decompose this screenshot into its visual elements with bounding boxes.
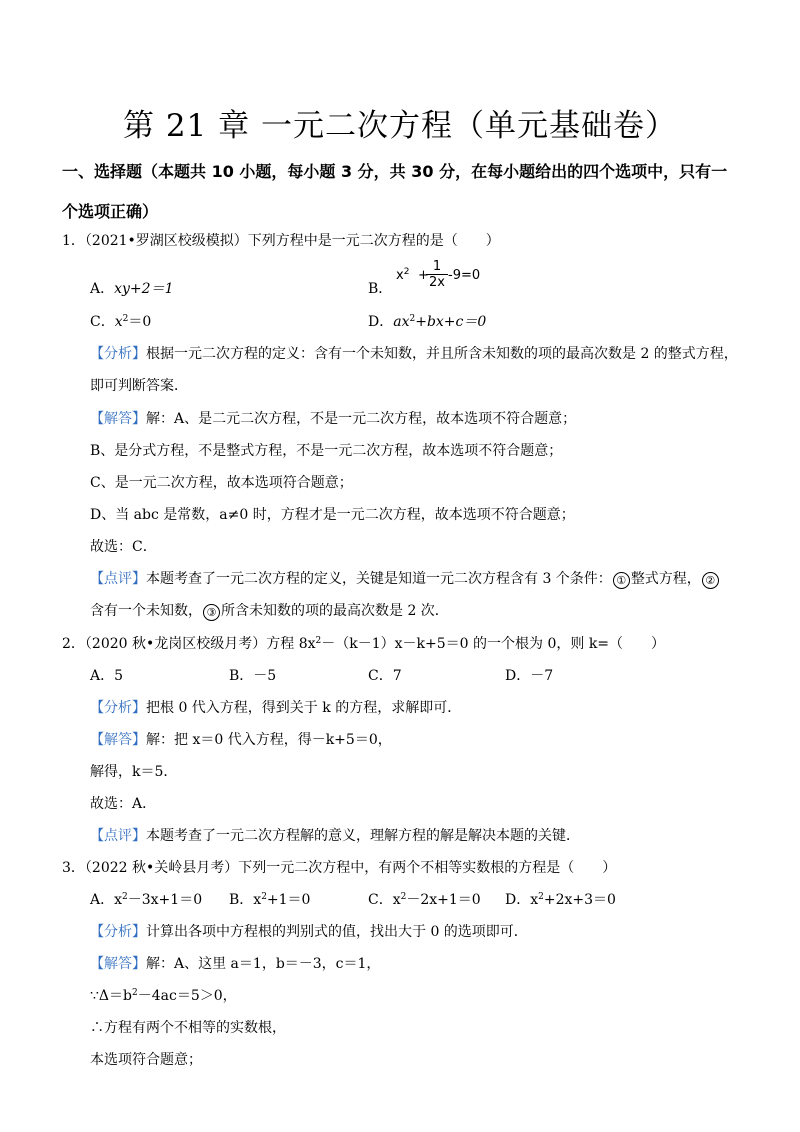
- comment-tag: 【点评】: [90, 828, 146, 844]
- analysis-text: 计算出各项中方程根的判别式的值，找出大于 0 的选项即可．: [146, 924, 528, 940]
- q1-answer-line-2: B、是分式方程，不是整式方程，不是一元二次方程，故本选项不符合题意；: [90, 443, 563, 459]
- q1-comment-line-1: [90, 570, 720, 589]
- section-heading-line-2: 个选项正确）: [62, 202, 159, 221]
- q1-option-a: [90, 280, 173, 298]
- option-text-rest: +1＝0: [266, 892, 311, 908]
- page-title: 第 21 章 一元二次方程（单元基础卷）: [122, 108, 677, 144]
- q2-option-b: B．－5: [229, 668, 277, 684]
- formula-plus: +: [418, 268, 429, 283]
- q1-option-d: [368, 313, 486, 331]
- formula-rest: -9=0: [448, 268, 481, 283]
- q2-stem-text: （2020 秋•龙岗区校级月考）方程 8x: [84, 636, 316, 652]
- option-text-rest: +bx+c＝0: [415, 314, 487, 330]
- q1-option-c: [90, 313, 151, 331]
- option-text: ax: [393, 314, 410, 330]
- option-text: D．x: [505, 892, 539, 908]
- circled-1: ①: [613, 572, 630, 589]
- q3-stem: [62, 859, 616, 877]
- superscript: 2: [122, 892, 128, 902]
- q3-option-c: [368, 891, 481, 909]
- analysis-tag: 【分析】: [90, 346, 146, 362]
- fraction-numerator: 1: [432, 259, 442, 274]
- q1-option-b-label: B．: [368, 281, 393, 297]
- formula-fraction: [426, 260, 448, 290]
- q2-option-a: A．5: [90, 668, 124, 684]
- q3-answer-line-3: ∴方程有两个不相等的实数根，: [90, 1020, 286, 1036]
- superscript: 2: [409, 314, 416, 324]
- q1-stem: [62, 232, 500, 250]
- superscript: 2: [315, 636, 322, 646]
- circled-3: ③: [203, 604, 220, 621]
- answer-tag: 【解答】: [90, 956, 146, 972]
- q2-stem-rest: －（k－1）x－k+5＝0 的一个根为 0，则 k=（ ）: [321, 636, 666, 652]
- q1-answer-line-5: 故选：C．: [90, 539, 157, 555]
- q1-answer-line-1: [90, 410, 576, 428]
- comment-text: 含有一个未知数，: [90, 603, 202, 619]
- option-text-rest: +2x+3＝0: [543, 892, 616, 908]
- q1-analysis-line-2: 即可判断答案．: [90, 378, 188, 394]
- superscript: 2: [538, 892, 544, 902]
- answer-text: 解：A、这里 a＝1，b＝－3，c＝1，: [146, 956, 381, 972]
- fraction-denominator: 2x: [429, 275, 445, 290]
- q3-option-a: [90, 891, 202, 909]
- comment-text: 整式方程，: [630, 571, 701, 587]
- answer-tag: 【解答】: [90, 411, 146, 427]
- analysis-tag: 【分析】: [90, 924, 146, 940]
- q2-option-c: C．7: [368, 668, 402, 684]
- superscript: 2: [131, 988, 138, 998]
- q2-comment: [90, 827, 580, 845]
- q1-option-b-formula: [396, 260, 486, 296]
- option-text-rest: ＝0: [128, 314, 152, 330]
- answer-text-rest: －4ac＝5＞0，: [137, 988, 237, 1004]
- option-text: B．x: [229, 892, 262, 908]
- q1-analysis-line-1: [90, 345, 738, 363]
- comment-text: 本题考查了一元二次方程解的意义，理解方程的解是解决本题的关键．: [146, 828, 580, 844]
- q2-stem: [62, 635, 665, 653]
- q3-analysis: [90, 923, 528, 941]
- formula-x: $x^2$: [396, 267, 410, 283]
- analysis-text: 把根 0 代入方程，得到关于 k 的方程，求解即可．: [146, 700, 462, 716]
- option-label: C．: [90, 314, 115, 330]
- q1-stem-text: （2021•罗湖区校级模拟）下列方程中是一元二次方程的是（ ）: [84, 233, 500, 249]
- option-text: A．x: [90, 892, 123, 908]
- option-text: C．x: [368, 892, 401, 908]
- q1-answer-line-3: C、是一元二次方程，故本选项符合题意；: [90, 475, 353, 491]
- analysis-text: 根据一元二次方程的定义：含有一个未知数，并且所含未知数的项的最高次数是 2 的整式方程，: [146, 346, 738, 362]
- analysis-tag: 【分析】: [90, 700, 146, 716]
- answer-tag: 【解答】: [90, 732, 146, 748]
- option-label: D．: [368, 314, 394, 330]
- superscript: 2: [400, 892, 407, 902]
- q3-answer-line-4: 本选项符合题意；: [90, 1052, 202, 1068]
- q2-answer-line-3: 故选：A．: [90, 796, 157, 812]
- comment-text: 本题考查了一元二次方程的定义，关键是知道一元二次方程含有 3 个条件：: [146, 571, 612, 587]
- q1-comment-line-2: [90, 602, 449, 621]
- option-text: x: [114, 314, 123, 330]
- option-label: A．: [90, 281, 115, 297]
- q3-stem-text: （2022 秋•关岭县月考）下列一元二次方程中，有两个不相等实数根的方程是（ ）: [84, 860, 617, 876]
- q3-number: 3．: [62, 860, 85, 876]
- answer-text: ∵Δ＝b: [90, 988, 132, 1004]
- q2-answer-line-1: [90, 731, 392, 749]
- q3-option-b: [229, 891, 310, 909]
- option-text-rest: －3x+1＝0: [127, 892, 203, 908]
- comment-text: 所含未知数的项的最高次数是 2 次．: [221, 603, 449, 619]
- answer-text: 解：把 x＝0 代入方程，得－k+5＝0，: [146, 732, 392, 748]
- superscript: 2: [261, 892, 267, 902]
- q2-number: 2．: [62, 636, 85, 652]
- superscript: 2: [122, 314, 129, 324]
- q3-option-d: [505, 891, 616, 909]
- q3-answer-line-1: [90, 955, 380, 973]
- option-text-rest: －2x+1＝0: [406, 892, 481, 908]
- q2-analysis: [90, 699, 461, 717]
- answer-text: 解：A、是二元二次方程，不是一元二次方程，故本选项不符合题意；: [146, 411, 577, 427]
- section-heading-line-1: 一、选择题（本题共 10 小题，每小题 3 分，共 30 分，在每小题给出的四个选项中，只有一: [62, 162, 728, 181]
- q2-option-d: D．－7: [505, 668, 554, 684]
- comment-tag: 【点评】: [90, 571, 146, 587]
- option-text: xy+2＝1: [114, 281, 174, 297]
- q1-answer-line-4: D、当 abc 是常数，a≠0 时，方程才是一元二次方程，故本选项不符合题意；: [90, 507, 575, 523]
- circled-2: ②: [702, 572, 719, 589]
- q1-number: 1．: [62, 233, 85, 249]
- q2-answer-line-2: 解得，k＝5．: [90, 764, 178, 780]
- q3-answer-line-2: [90, 987, 237, 1005]
